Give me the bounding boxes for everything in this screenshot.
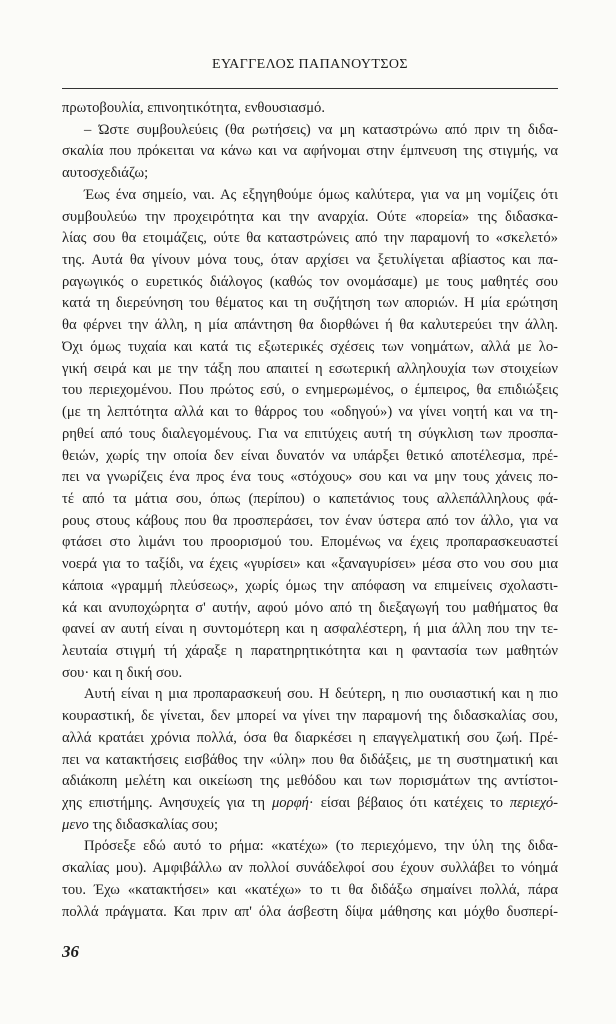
text-segment: Έως ένα σημείο, ναι. Ας εξηγηθούμε όμως καλύτερα, για να μη νομίζεις ότι — [84, 186, 558, 203]
text-segment: ρηθεί από τους διαλεγομένους. Για να επιτύχεις αυτή τη σύγκλιση των προσπα- — [62, 425, 558, 442]
text-segment: του περιεχομένου. Που πρώτος εσύ, ο ενημερωμένος, ο έμπειρος, θα επιδιώξεις — [62, 382, 558, 399]
text-line — [62, 728, 558, 750]
text-line — [62, 293, 558, 315]
italic-text: περιεχό- — [509, 795, 558, 811]
text-segment: πρωτοβουλία, επινοητικότητα, ενθουσιασμό. — [62, 100, 326, 116]
text-segment: πει να γνωρίζεις ένα προς ένα τους «στόχους» σου και να μην τους χάνεις πο- — [62, 469, 558, 486]
text-line — [62, 424, 558, 446]
text-line — [62, 793, 558, 815]
page-number: 36 — [62, 942, 79, 961]
text-segment: λίας σου θα ετοιμάζεις, ούτε θα καταστρώνεις από την παραμονή το «σκελετό» — [62, 230, 558, 247]
text-line — [62, 489, 558, 511]
text-line — [62, 663, 558, 685]
text-segment: λευταία στιγμή τή χάραξε η παρατηρητικότητα και η φαντασία των μαθητών — [62, 642, 558, 659]
italic-text: μορφή — [271, 795, 309, 811]
text-line — [62, 598, 558, 620]
text-line — [62, 858, 558, 880]
text-line — [62, 120, 558, 142]
text-line — [62, 272, 558, 294]
text-line — [62, 554, 558, 576]
text-segment: κάποια «γραμμή πλεύσεως», χωρίς όμως την απόφαση να επιμείνεις σχολαστι- — [62, 577, 558, 594]
text-segment: συμβουλεύω την προχειρότητα και την αναρχία. Ούτε «πορεία» της διδασκα- — [62, 208, 558, 225]
text-line — [62, 576, 558, 598]
header-rule — [62, 88, 558, 89]
italic-text: μενο — [62, 816, 89, 833]
text-segment: αλλά κρατάει χρόνια πολλά, όσα θα διαρκέσει η επαγγελματική σου ζωή. Πρέ- — [62, 729, 558, 746]
running-header: ΕΥΑΓΓΕΛΟΣ ΠΑΠΑΝΟΥΤΣΟΣ — [212, 57, 408, 72]
text-line — [62, 185, 558, 207]
text-line — [62, 207, 558, 229]
text-segment: σκαλία που πρόκειται να κάνω και να αφήνομαι στην έμπνευση της στιγμής, να — [62, 143, 558, 160]
text-segment: σου· και η δική σου. — [62, 664, 183, 681]
text-line — [62, 902, 558, 924]
text-segment: κά και ανυποχώρητα σ' αυτήν, αφού μόνο από τη διεξαγωγή του μαθήματος θα — [62, 599, 558, 616]
text-line — [62, 619, 558, 641]
body-text — [62, 98, 558, 923]
text-line — [62, 141, 558, 163]
text-line — [62, 750, 558, 772]
text-segment: ρους στους κάβους που θα προσπεράσει, τον έναν ύστερα από τον άλλο, για να — [62, 512, 558, 529]
text-line — [62, 511, 558, 533]
text-segment: κουραστική, δε γίνεται, δεν μπορεί να γίνει την παραμονή της διδασκαλίας σου, — [62, 708, 558, 725]
text-segment: της διδασκαλίας σου; — [88, 816, 219, 833]
text-line — [62, 641, 558, 663]
text-segment: (με τη λεπτότητα αλλά και το θάρρος του «οδηγού») να γίνει νοητή και να τη- — [62, 404, 558, 421]
text-segment: χης επιστήμης. Ανησυχείς για τη — [62, 795, 272, 811]
text-line — [62, 163, 558, 185]
text-line — [62, 706, 558, 728]
text-segment: πολλά πράγματα. Και πριν απ' όλα άσβεστη δίψα μάθησης και μόχθο δυσπερί- — [62, 903, 558, 920]
text-segment: – Ώστε συμβουλεύεις (θα ρωτήσεις) να μη καταστρώνω από πριν τη διδα- — [84, 121, 558, 138]
text-segment: θειών, χωρίς την οποία δεν είναι δυνατόν να υπάρξει θετικό αποτέλεσμα, πρέ- — [62, 447, 558, 464]
text-line — [62, 684, 558, 706]
text-line — [62, 446, 558, 468]
text-segment: του. Έχω «κατακτήσει» και «κατέχω» το τι θα διδάξω σημαίνει πολλά, πάρα — [62, 881, 558, 898]
text-line — [62, 836, 558, 858]
text-line — [62, 815, 558, 837]
text-segment: φανεί αν αυτή είναι η συντομότερη και η ασφαλέστερη, ή μια άλλη που την τε- — [62, 621, 558, 638]
text-line — [62, 250, 558, 272]
text-segment: φτάσει στο λιμάνι του προορισμού του. Επομένως να έχεις προπαρασκευαστεί — [62, 534, 558, 551]
text-line — [62, 771, 558, 793]
text-line — [62, 359, 558, 381]
text-line — [62, 315, 558, 337]
text-segment: αδιάκοπη μελέτη και οικείωση της μεθόδου και των πορισμάτων της αντίστοι- — [62, 773, 558, 790]
text-segment: γική σειρά και με την τάξη που απαιτεί η εσωτερική αλληλουχία των στοιχείων — [62, 360, 558, 377]
text-segment: ραγωγικός ο ευρετικός διάλογος (καθώς τον ονομάσαμε) με τους μαθητές σου — [62, 273, 558, 290]
text-segment: Αυτή είναι η μια προπαρασκευή σου. Η δεύτερη, η πιο ουσιαστική και η πιο — [84, 686, 558, 703]
text-line — [62, 98, 558, 120]
text-line — [62, 532, 558, 554]
text-line — [62, 228, 558, 250]
text-segment: Πρόσεξε εδώ αυτό το ρήμα: «κατέχω» (το περιεχόμενο, την ύλη της διδα- — [84, 838, 558, 855]
text-line — [62, 380, 558, 402]
text-segment: Όχι όμως τυχαία και κατά τις εξωτερικές σχέσεις των νοημάτων, αλλά με λο- — [62, 338, 558, 355]
text-segment: της. Αυτά θα γίνουν μόνα τους, όταν αρχίσει να ξετυλίγεται αβίαστος και πα- — [62, 252, 558, 269]
text-segment: νοερά για το ταξίδι, να έχεις «γυρίσει» και «ξαναγυρίσει» μέσα στο νου σου μια — [62, 556, 558, 573]
text-segment: τέ από τα μάτια σου, όπως (περίπου) ο καπετάνιος τους αλλεπάλληλους φά- — [62, 490, 558, 507]
text-segment: · είσαι βέβαιος ότι κατέχεις το — [308, 795, 510, 811]
text-segment: θα φέρνει την άλλη, η μία απάντηση θα διορθώνει ή θα καλυτερεύει την άλλη. — [62, 317, 558, 334]
text-line — [62, 402, 558, 424]
text-line — [62, 880, 558, 902]
text-segment: αυτοσχεδιάζω; — [62, 165, 149, 182]
text-segment: πει να κατακτήσεις εισβάθος την «ύλη» που θα διδάξεις, με τη συστηματική και — [62, 751, 558, 768]
text-line — [62, 467, 558, 489]
text-segment: κατά τη διερεύνηση του θέματος και τη συζήτηση των αποριών. Η μία ερώτηση — [62, 295, 558, 312]
text-segment: σκαλίας μου). Αμφιβάλλω αν πολλοί συνάδελφοί σου έχουν συλλάβει το νόημά — [62, 860, 558, 877]
text-line — [62, 337, 558, 359]
